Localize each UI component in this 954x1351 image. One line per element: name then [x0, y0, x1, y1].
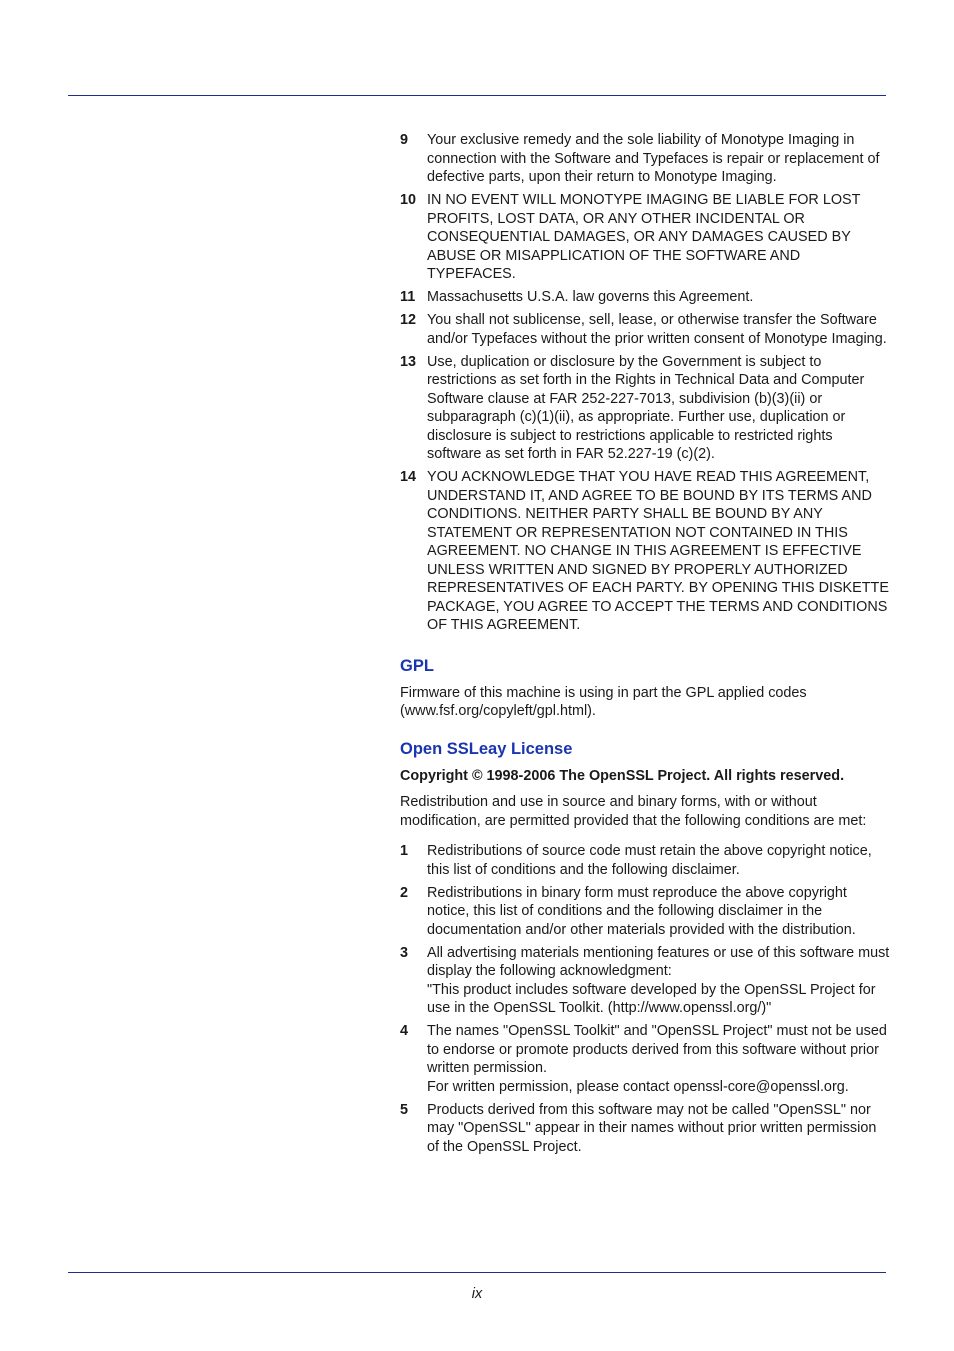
item-text: Your exclusive remedy and the sole liability of Monotype Imaging in connection with the Software and Typefaces is repair or replacement of defective parts, upon their return to Monotype Imaging. [427, 132, 880, 185]
ssleay-heading: Open SSLeay License [400, 739, 573, 758]
gpl-text: Firmware of this machine is using in part the GPL applied codes (www.fsf.org/copyleft/gpl.html). [400, 684, 807, 719]
item-text-continued: "This product includes software developed by the OpenSSL Project for use in the OpenSSL Toolkit. (http://www.openssl.org/)" [427, 981, 876, 1016]
list-item [400, 884, 890, 940]
item-number: 2 [400, 884, 409, 901]
item-text: Massachusetts U.S.A. law governs this Agreement. [427, 289, 754, 305]
item-number: 5 [400, 1101, 409, 1118]
item-text: All advertising materials mentioning features or use of this software must display the following acknowledgment: [427, 944, 890, 979]
item-text: Products derived from this software may not be called "OpenSSL" nor may "OpenSSL" appear in their names without prior written permission of the OpenSSL Project. [427, 1101, 877, 1155]
list-item [400, 944, 890, 1018]
page-number: ix [471, 1286, 483, 1302]
list-item [400, 131, 890, 187]
item-number: 14 [400, 469, 417, 485]
ssleay-intro: Redistribution and use in source and binary forms, with or without modification, are permitted provided that the following conditions are met: [400, 794, 867, 829]
list-item [400, 1101, 890, 1157]
item-text: Redistributions of source code must retain the above copyright notice, this list of conditions and the following disclaimer. [427, 843, 872, 878]
item-number: 9 [400, 132, 409, 148]
main-content [400, 131, 890, 1161]
header-rule [68, 95, 886, 96]
list-item [400, 288, 890, 307]
item-number: 3 [400, 944, 409, 961]
item-number: 12 [400, 312, 417, 328]
list-item [400, 311, 890, 348]
item-text: YOU ACKNOWLEDGE THAT YOU HAVE READ THIS AGREEMENT, UNDERSTAND IT, AND AGREE TO BE BOUND BY ITS TERMS AND CONDITIONS. NEITHER PARTY SHALL BE BOUND BY ANY STATEMENT OR REPRESENTATION NOT CONTAINED IN THIS AGREEMENT. NO CHANGE IN THIS AGREEMENT IS EFFECTIVE UNLESS WRITTEN AND SIGNED BY PROPERLY AUTHORIZED REPRESENTATIVES OF EACH PARTY. BY OPENING THIS DISKETTE PACKAGE, YOU AGREE TO ACCEPT THE TERMS AND CONDITIONS OF THIS AGREEMENT. [427, 469, 889, 633]
item-text: You shall not sublicense, sell, lease, or otherwise transfer the Software and/or Typefaces without the prior written consent of Monotype Imaging. [427, 312, 887, 347]
item-text: Redistributions in binary form must reproduce the above copyright notice, this list of conditions and the following disclaimer in the documentation and/or other materials provided with the distribution. [427, 884, 856, 938]
list-item [400, 1022, 890, 1096]
list-item [400, 842, 890, 879]
item-text-continued: For written permission, please contact openssl-core@openssl.org. [427, 1078, 849, 1095]
list-item [400, 191, 890, 284]
item-number: 10 [400, 192, 417, 208]
gpl-heading: GPL [400, 656, 434, 675]
ssleay-conditions-list [400, 842, 890, 1156]
list-item [400, 353, 890, 464]
item-number: 13 [400, 353, 417, 370]
license-list [400, 131, 890, 635]
ssleay-copyright: Copyright © 1998-2006 The OpenSSL Project. All rights reserved. [400, 767, 845, 784]
item-text: IN NO EVENT WILL MONOTYPE IMAGING BE LIABLE FOR LOST PROFITS, LOST DATA, OR ANY OTHER INCIDENTAL OR CONSEQUENTIAL DAMAGES, OR ANY DAMAGES CAUSED BY ABUSE OR MISAPPLICATION OF THE SOFTWARE AND TYPEFACES. [427, 192, 861, 282]
item-number: 1 [400, 843, 409, 859]
item-number: 4 [400, 1023, 409, 1039]
item-text: The names "OpenSSL Toolkit" and "OpenSSL Project" must not be used to endorse or promote products derived from this software without prior written permission. [427, 1023, 887, 1076]
item-text: Use, duplication or disclosure by the Government is subject to restrictions as set forth in the Rights in Technical Data and Computer Software clause at FAR 252-227-7013, subdivision (b)(3)(ii) or subparagraph (c)(1)(ii), as appropriate. Further use, duplication or disclosure is subject to restrictions applicable to restricted rights software as set forth in FAR 52.227-19 (c)(2). [427, 353, 865, 462]
list-item [400, 468, 890, 635]
item-number: 11 [400, 289, 416, 305]
footer-rule [68, 1272, 886, 1273]
